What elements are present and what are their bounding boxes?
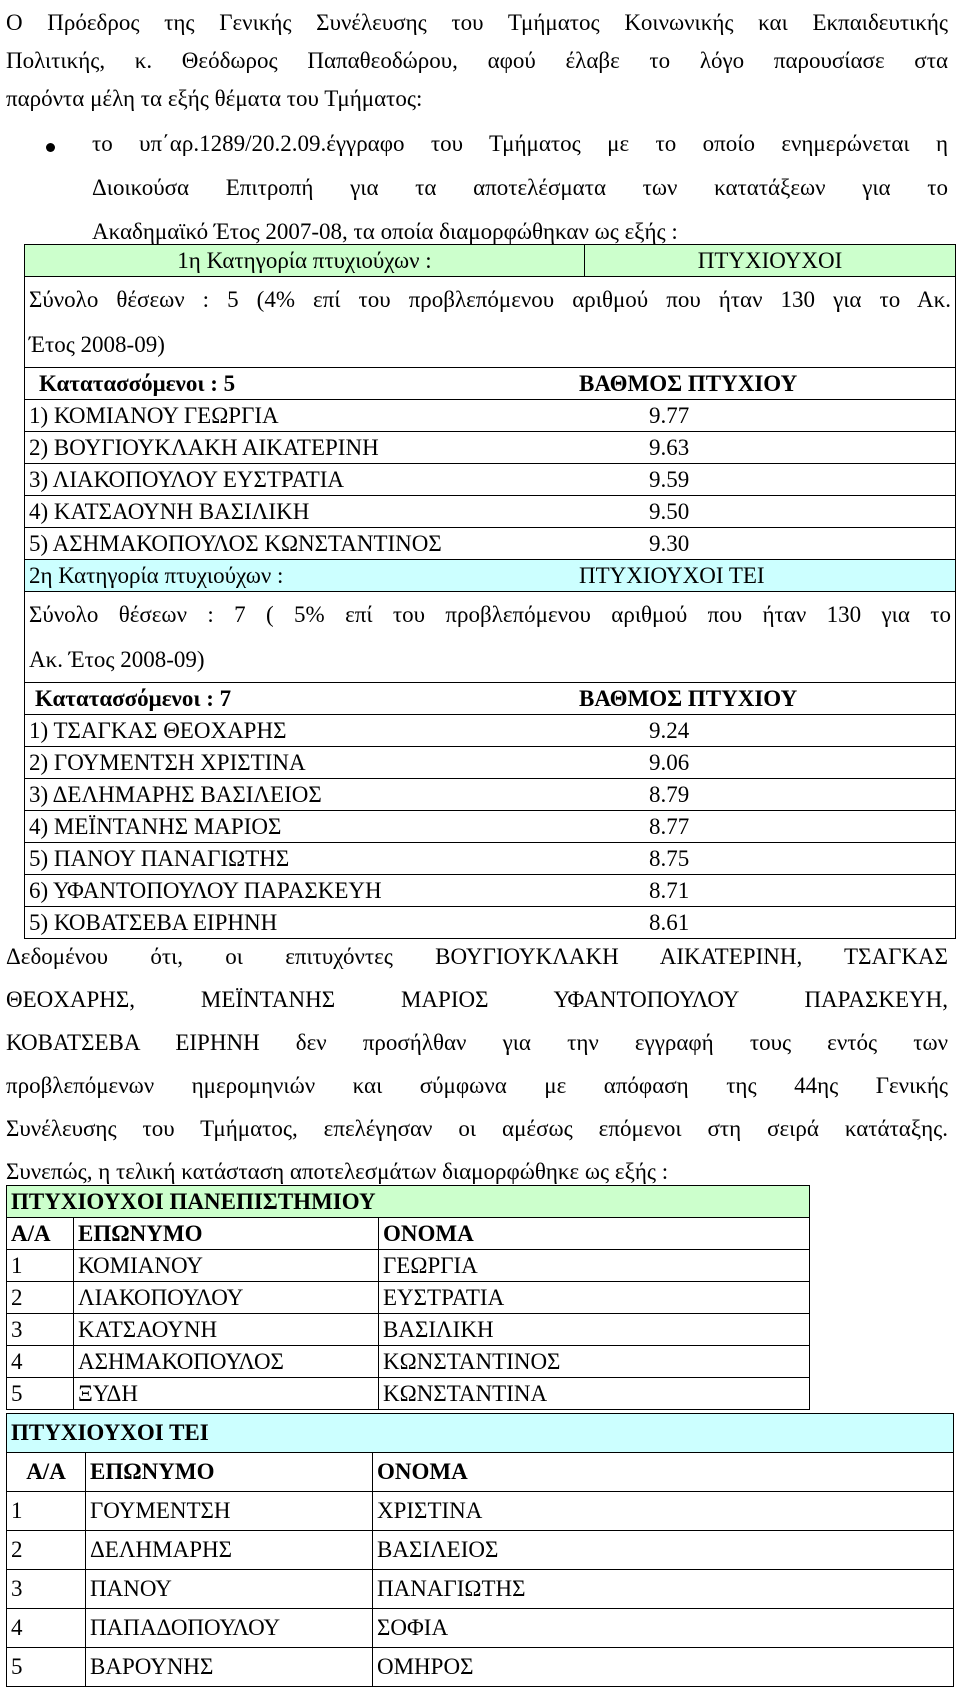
candidate-grade: 9.63 <box>649 434 690 460</box>
candidate-grade: 9.59 <box>649 466 690 492</box>
intro-line: Πολιτικής, κ. Θεόδωρος Παπαθεοδώρου, αφού έλαβε το λόγο παρουσίασε στα <box>6 48 948 73</box>
cell-first-name: ΕΥΣΤΡΑΤΙΑ <box>379 1282 810 1314</box>
column-header: Α/Α <box>7 1453 86 1492</box>
candidate-grade: 9.24 <box>649 717 690 743</box>
conclusion-line: Συνέλευσης του Τμήματος, επελέγησαν οι αμέσως επόμενοι στη σειρά κατάταξης. <box>6 1116 948 1141</box>
table-title: ΠΤΥΧΙΟΥΧΟΙ ΠΑΝΕΠΙΣΤΗΜΙΟΥ <box>7 1186 810 1218</box>
cell-first-name: ΚΩΝΣΤΑΝΤΙΝΟΣ <box>379 1346 810 1378</box>
cell-surname: ΠΑΝΟΥ <box>86 1570 373 1609</box>
positions-line: Σύνολο θέσεων : 5 (4% επί του προβλεπόμενου αριθμού που ήταν 130 για το Ακ. <box>29 287 951 312</box>
category-2-ranked-header <box>25 682 955 714</box>
table-row <box>7 1531 954 1570</box>
candidate-grade: 9.30 <box>649 530 690 556</box>
bullet-dot-icon <box>46 143 55 152</box>
candidate-name: 5) ΑΣΗΜΑΚΟΠΟΥΛΟΣ ΚΩΝΣΤΑΝΤΙΝΟΣ <box>29 530 442 556</box>
category-2-label: 2η Κατηγορία πτυχιούχων : <box>25 560 579 591</box>
ranked-row <box>25 527 955 559</box>
ranked-count: Κατατασσόμενοι : 7 <box>35 685 232 711</box>
column-header: ΟΝΟΜΑ <box>373 1453 954 1492</box>
intro-paragraph <box>6 4 948 118</box>
cell-surname: ΞΥΔΗ <box>74 1378 379 1410</box>
column-header: Α/Α <box>7 1218 74 1250</box>
conclusion-line: Συνεπώς, η τελική κατάσταση αποτελεσμάτων διαμορφώθηκε ως εξής : <box>6 1159 669 1184</box>
candidate-name: 5) ΚΟΒΑΤΣΕΒΑ ΕΙΡΗΝΗ <box>29 909 278 935</box>
cell-first-name: ΒΑΣΙΛΙΚΗ <box>379 1314 810 1346</box>
table-title-row <box>7 1186 810 1218</box>
cell-surname: ΚΟΜΙΑΝΟΥ <box>74 1250 379 1282</box>
cell-index: 4 <box>7 1609 86 1648</box>
ranked-row <box>25 399 955 431</box>
candidate-grade: 8.71 <box>649 877 690 903</box>
positions-line: Ακ. Έτος 2008-09) <box>29 647 205 672</box>
category-2-rows <box>25 714 955 938</box>
cell-first-name: ΧΡΙΣΤΙΝΑ <box>373 1492 954 1531</box>
conclusion-line: ΚΟΒΑΤΣΕΒΑ ΕΙΡΗΝΗ δεν προσήλθαν για την εγγραφή τους εντός των <box>6 1030 948 1055</box>
candidate-name: 2) ΒΟΥΓΙΟΥΚΛΑΚΗ ΑΙΚΑΤΕΡΙΝΗ <box>29 434 379 460</box>
table-title-row <box>7 1414 954 1453</box>
candidate-grade: 8.77 <box>649 813 690 839</box>
cell-index: 3 <box>7 1570 86 1609</box>
table-header-row <box>7 1453 954 1492</box>
column-header: ΕΠΩΝΥΜΟ <box>74 1218 379 1250</box>
ranked-row <box>25 463 955 495</box>
cell-first-name: ΓΕΩΡΓΙΑ <box>379 1250 810 1282</box>
cell-index: 3 <box>7 1314 74 1346</box>
candidate-grade: 8.79 <box>649 781 690 807</box>
positions-line: Σύνολο θέσεων : 7 ( 5% επί του προβλεπόμενου αριθμού που ήταν 130 για το <box>29 602 951 627</box>
cell-first-name: ΚΩΝΣΤΑΝΤΙΝΑ <box>379 1378 810 1410</box>
candidate-name: 3) ΔΕΛΗΜΑΡΗΣ ΒΑΣΙΛΕΙΟΣ <box>29 781 322 807</box>
positions-line: Έτος 2008-09) <box>29 332 165 357</box>
cell-index: 5 <box>7 1378 74 1410</box>
bullet-item <box>44 122 948 254</box>
category-1-value: ΠΤΥΧΙΟΥΧΟΙ <box>585 245 955 276</box>
ranked-row <box>25 906 955 938</box>
candidate-name: 4) ΚΑΤΣΑΟΥΝΗ ΒΑΣΙΛΙΚΗ <box>29 498 310 524</box>
candidate-grade: 8.75 <box>649 845 690 871</box>
cell-surname: ΑΣΗΜΑΚΟΠΟΥΛΟΣ <box>74 1346 379 1378</box>
conclusion-line: ΘΕΟΧΑΡΗΣ, ΜΕΪΝΤΑΝΗΣ ΜΑΡΙΟΣ ΥΦΑΝΤΟΠΟΥΛΟΥ ΠΑΡΑΣΚΕΥΗ, <box>6 987 948 1012</box>
table-row <box>7 1609 954 1648</box>
candidate-name: 1) ΚΟΜΙΑΝΟΥ ΓΕΩΡΓΙΑ <box>29 402 279 428</box>
ranked-row <box>25 495 955 527</box>
cell-index: 2 <box>7 1282 74 1314</box>
ranked-row <box>25 778 955 810</box>
cell-surname: ΓΟΥΜΕΝΤΣΗ <box>86 1492 373 1531</box>
column-header: ΟΝΟΜΑ <box>379 1218 810 1250</box>
cell-surname: ΚΑΤΣΑΟΥΝΗ <box>74 1314 379 1346</box>
cell-first-name: ΠΑΝΑΓΙΩΤΗΣ <box>373 1570 954 1609</box>
ranked-row <box>25 810 955 842</box>
table-header-row <box>7 1218 810 1250</box>
ranked-row <box>25 431 955 463</box>
table-row <box>7 1570 954 1609</box>
cell-surname: ΠΑΠΑΔΟΠΟΥΛΟΥ <box>86 1609 373 1648</box>
candidate-grade: 9.77 <box>649 402 690 428</box>
category-2-positions <box>25 591 955 682</box>
table-row <box>7 1492 954 1531</box>
grade-header: ΒΑΘΜΟΣ ΠΤΥΧΙΟΥ <box>579 370 798 396</box>
cell-surname: ΒΑΡΟΥΝΗΣ <box>86 1648 373 1687</box>
university-graduates-table <box>6 1185 810 1410</box>
ranked-row <box>25 842 955 874</box>
intro-line: παρόντα μέλη τα εξής θέματα του Τμήματος: <box>6 86 423 111</box>
cell-first-name: ΟΜΗΡΟΣ <box>373 1648 954 1687</box>
ranked-row <box>25 874 955 906</box>
candidate-grade: 9.06 <box>649 749 690 775</box>
table-row <box>7 1378 810 1410</box>
cell-index: 1 <box>7 1250 74 1282</box>
cell-index: 5 <box>7 1648 86 1687</box>
category-1-label: 1η Κατηγορία πτυχιούχων : <box>25 245 585 276</box>
category-1-header <box>25 245 955 277</box>
candidate-name: 3) ΛΙΑΚΟΠΟΥΛΟΥ ΕΥΣΤΡΑΤΙΑ <box>29 466 345 492</box>
intro-line: Ο Πρόεδρος της Γενικής Συνέλευσης του Τμήματος Κοινωνικής και Εκπαιδευτικής <box>6 10 948 35</box>
cell-index: 2 <box>7 1531 86 1570</box>
candidate-grade: 9.50 <box>649 498 690 524</box>
category-2-value: ΠΤΥΧΙΟΥΧΟΙ ΤΕΙ <box>579 560 955 591</box>
candidate-name: 4) ΜΕΪΝΤΑΝΗΣ ΜΑΡΙΟΣ <box>29 813 282 839</box>
table-row <box>7 1250 810 1282</box>
candidate-name: 1) ΤΣΑΓΚΑΣ ΘΕΟΧΑΡΗΣ <box>29 717 287 743</box>
table-row <box>7 1346 810 1378</box>
cell-surname: ΔΕΛΗΜΑΡΗΣ <box>86 1531 373 1570</box>
bullet-line: το υπ΄αρ.1289/20.2.09.έγγραφο του Τμήματος με το οποίο ενημερώνεται η <box>92 131 948 156</box>
candidate-name: 6) ΥΦΑΝΤΟΠΟΥΛΟΥ ΠΑΡΑΣΚΕΥΗ <box>29 877 382 903</box>
cell-index: 1 <box>7 1492 86 1531</box>
table-row <box>7 1282 810 1314</box>
ranked-row <box>25 714 955 746</box>
cell-first-name: ΣΟΦΙΑ <box>373 1609 954 1648</box>
category-1-positions <box>25 277 955 367</box>
ranked-row <box>25 746 955 778</box>
candidate-name: 2) ΓΟΥΜΕΝΤΣΗ ΧΡΙΣΤΙΝΑ <box>29 749 306 775</box>
candidate-name: 5) ΠΑΝΟΥ ΠΑΝΑΓΙΩΤΗΣ <box>29 845 290 871</box>
grade-header: ΒΑΘΜΟΣ ΠΤΥΧΙΟΥ <box>579 685 798 711</box>
ranked-count: Κατατασσόμενοι : 5 <box>39 370 236 396</box>
candidate-grade: 8.61 <box>649 909 690 935</box>
conclusion-paragraph <box>6 935 948 1193</box>
bullet-line: Ακαδημαϊκό Έτος 2007-08, τα οποία διαμορφώθηκαν ως εξής : <box>92 219 678 244</box>
tei-graduates-table <box>6 1413 954 1687</box>
column-header: ΕΠΩΝΥΜΟ <box>86 1453 373 1492</box>
cell-first-name: ΒΑΣΙΛΕΙΟΣ <box>373 1531 954 1570</box>
table-row <box>7 1314 810 1346</box>
table-row <box>7 1648 954 1687</box>
cell-index: 4 <box>7 1346 74 1378</box>
cell-surname: ΛΙΑΚΟΠΟΥΛΟΥ <box>74 1282 379 1314</box>
category-2-header <box>25 559 955 591</box>
category-1-rows <box>25 399 955 559</box>
category-1-ranked-header <box>25 367 955 399</box>
table-title: ΠΤΥΧΙΟΥΧΟΙ ΤΕΙ <box>7 1414 954 1453</box>
conclusion-line: Δεδομένου ότι, οι επιτυχόντες ΒΟΥΓΙΟΥΚΛΑΚΗ ΑΙΚΑΤΕΡΙΝΗ, ΤΣΑΓΚΑΣ <box>6 944 948 969</box>
rankings-box <box>24 244 956 939</box>
bullet-line: Διοικούσα Επιτροπή για τα αποτελέσματα των κατατάξεων για το <box>92 175 948 200</box>
conclusion-line: προβλεπόμενων ημερομηνιών και σύμφωνα με απόφαση της 44ης Γενικής <box>6 1073 948 1098</box>
